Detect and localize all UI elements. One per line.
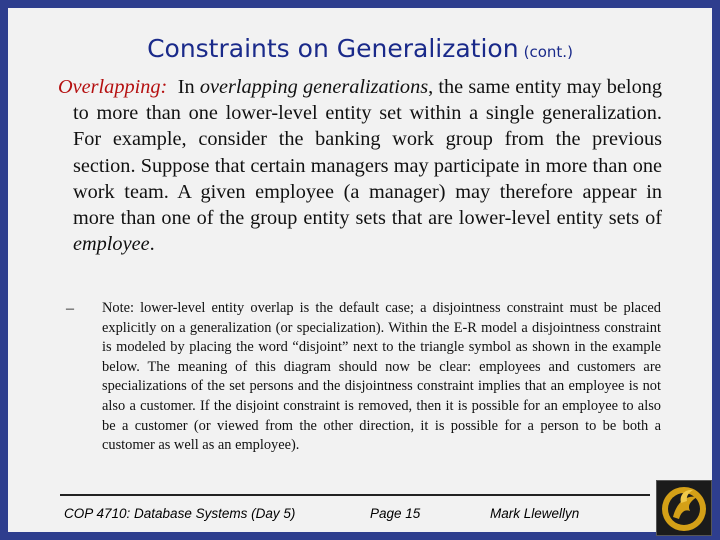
body-paragraph	[58, 74, 662, 257]
note-paragraph: Note: lower-level entity overlap is the default case; a disjointness constraint must be placed explicitly on a generalization (or specialization). Within the E-R model a disjointness constraint is modeled by placing the word “disjoint” next to the triangle symbol as shown in the example below. The meaning of this diagram should now be clear: employees and customers are specializations of the set persons and the disjointness constraint implies that an employee is not also a customer. If the disjoint constraint is removed, then it is possible for an employee to also be a customer (or viewed from the other direction, it is possible for a person to be both a customer as well as an employee).	[102, 300, 661, 454]
page-title	[8, 34, 712, 63]
body-intro: In	[177, 76, 200, 98]
footer-course: COP 4710: Database Systems (Day 5)	[64, 506, 296, 521]
body-italic-end: employee	[73, 233, 150, 256]
footer-divider	[60, 494, 650, 496]
ucf-pegasus-logo-icon	[656, 480, 712, 536]
title-main: Constraints on Generalization	[147, 34, 519, 63]
body-italic-phrase: overlapping generalizations	[199, 76, 429, 98]
footer-author: Mark Llewellyn	[490, 506, 580, 521]
title-cont: (cont.)	[523, 43, 573, 61]
body-text: , the same entity may belong to more than one lower-level entity set within a single generalization. For example, consider the banking work group from the previous section. Suppose that certain managers may participate in more than one work team. A given employee (a manager) may therefore appear in more than one of the group entity sets that are lower-level entity sets of	[73, 76, 662, 230]
note-bullet: –	[66, 300, 74, 317]
term-label: Overlapping:	[58, 76, 168, 98]
body-end: .	[149, 233, 155, 256]
footer-page-number: Page 15	[370, 506, 421, 521]
